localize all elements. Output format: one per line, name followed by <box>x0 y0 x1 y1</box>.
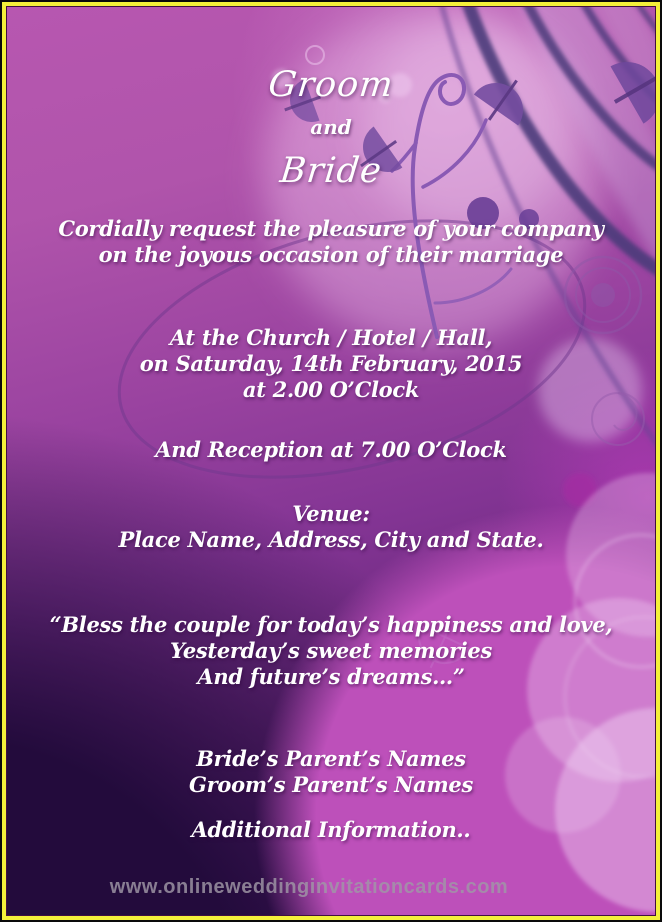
request-line-1: Cordially request the pleasure of your company <box>58 216 604 241</box>
blessing-line-2: Yesterday’s sweet memories <box>169 638 493 663</box>
groom-parents: Groom’s Parent’s Names <box>189 772 473 797</box>
venue-label: Venue: <box>292 501 370 526</box>
event-details <box>7 325 655 403</box>
additional-information: Additional Information.. <box>191 817 471 842</box>
parents-names <box>7 746 655 798</box>
event-time: at 2.00 O’Clock <box>242 377 420 402</box>
connector-and: and <box>310 115 352 139</box>
bride-name: Bride <box>278 151 384 191</box>
groom-name: Groom <box>266 65 396 105</box>
invitation-content <box>7 7 655 915</box>
blessing-quote <box>7 612 655 690</box>
reception-text: And Reception at 7.00 O’Clock <box>155 437 507 462</box>
blessing-line-1: “Bless the couple for today’s happiness and love, <box>49 612 613 637</box>
event-date: on Saturday, 14th February, 2015 <box>139 351 523 376</box>
event-location: At the Church / Hotel / Hall, <box>169 325 493 350</box>
bride-parents: Bride’s Parent’s Names <box>196 746 466 771</box>
venue-details <box>7 501 655 553</box>
venue-address: Place Name, Address, City and State. <box>118 527 544 552</box>
watermark-url: www.onlineweddinginvitationcards.com <box>109 876 509 898</box>
blessing-line-3: And future’s dreams…” <box>197 664 465 689</box>
invitation-card <box>6 6 656 916</box>
request-line-2: on the joyous occasion of their marriage <box>98 242 564 267</box>
request-text <box>7 216 655 268</box>
